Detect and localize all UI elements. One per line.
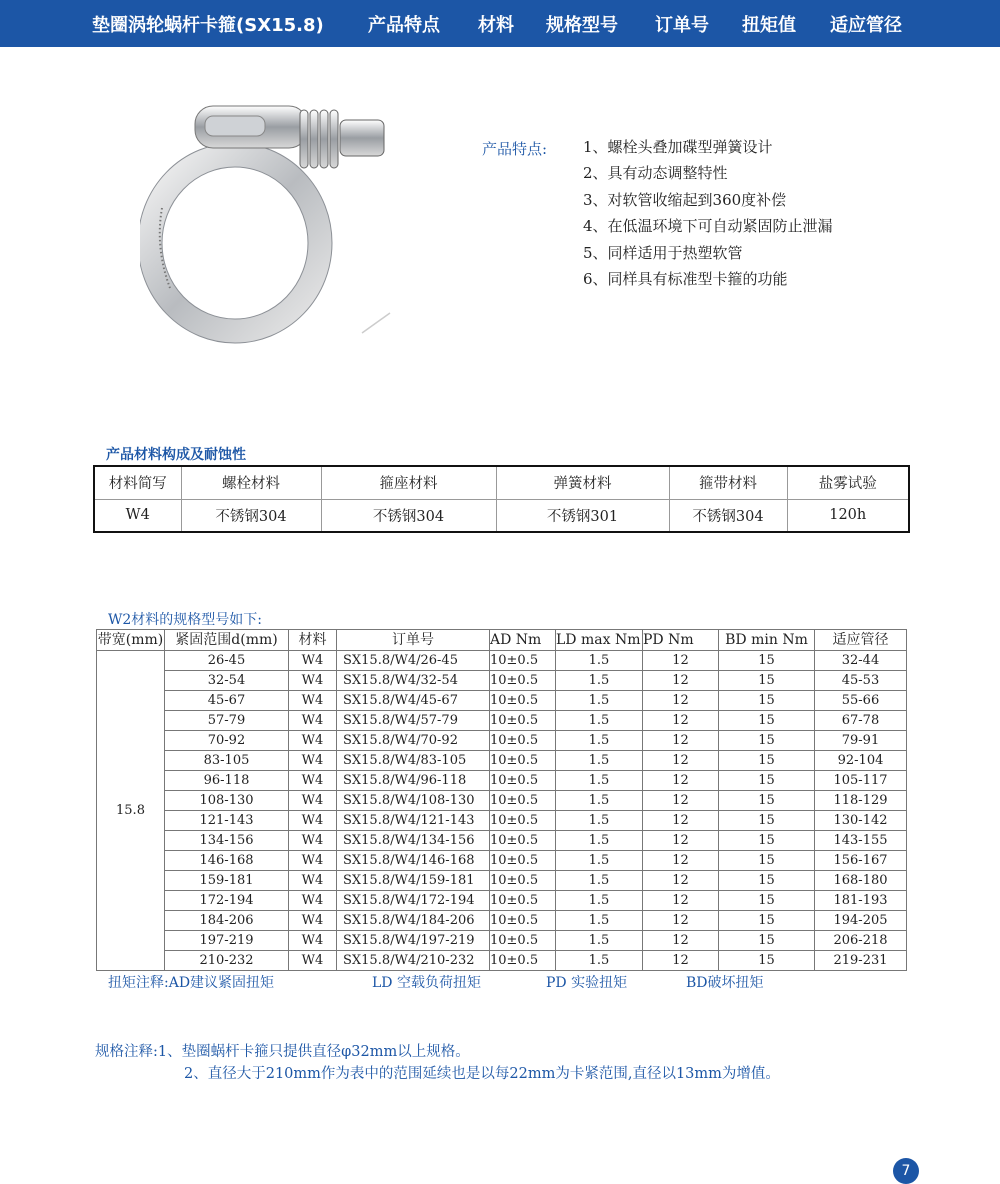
spec-header-cell: BD min Nm [719, 630, 815, 651]
spec-header-cell: 带宽(mm) [97, 630, 165, 651]
spec-cell: 156-167 [815, 851, 907, 871]
torque-note-pd: PD 实验扭矩 [546, 975, 628, 991]
spec-cell: SX15.8/W4/32-54 [337, 671, 490, 691]
spec-cell: 92-104 [815, 751, 907, 771]
spec-cell: 219-231 [815, 951, 907, 971]
spec-cell: 83-105 [165, 751, 289, 771]
spec-header-cell: 订单号 [337, 630, 490, 651]
spec-cell: 15 [719, 891, 815, 911]
spec-cell: 1.5 [556, 671, 643, 691]
materials-header-row [94, 466, 909, 499]
spec-cell: 32-54 [165, 671, 289, 691]
materials-header-cell: 材料简写 [94, 466, 181, 499]
spec-cell: SX15.8/W4/108-130 [337, 791, 490, 811]
spec-cell: 67-78 [815, 711, 907, 731]
spec-cell: W4 [289, 691, 337, 711]
spec-cell: 1.5 [556, 771, 643, 791]
spec-row [97, 751, 907, 771]
spec-header-row [97, 630, 907, 651]
spec-cell: 1.5 [556, 651, 643, 671]
spec-cell: 12 [643, 651, 719, 671]
spec-cell: 12 [643, 831, 719, 851]
spec-cell: 12 [643, 671, 719, 691]
hose-clamp-image [140, 98, 400, 348]
spec-cell: 146-168 [165, 851, 289, 871]
spec-cell: 12 [643, 791, 719, 811]
spec-cell: 15 [719, 671, 815, 691]
spec-cell: 70-92 [165, 731, 289, 751]
spec-cell: W4 [289, 771, 337, 791]
spec-cell: SX15.8/W4/57-79 [337, 711, 490, 731]
spec-cell: 1.5 [556, 911, 643, 931]
spec-row [97, 891, 907, 911]
spec-cell: 12 [643, 851, 719, 871]
spec-cell: SX15.8/W4/83-105 [337, 751, 490, 771]
materials-header-cell: 盐雾试验 [787, 466, 909, 499]
header-features[interactable]: 产品特点 [368, 15, 440, 36]
spec-cell: 26-45 [165, 651, 289, 671]
torque-note-ad: 扭矩注释:AD建议紧固扭矩 [108, 975, 275, 991]
header-bar [0, 0, 1000, 47]
spec-cell: 45-53 [815, 671, 907, 691]
spec-cell: 168-180 [815, 871, 907, 891]
spec-row [97, 711, 907, 731]
spec-cell: SX15.8/W4/159-181 [337, 871, 490, 891]
header-order-number[interactable]: 订单号 [655, 15, 709, 36]
spec-cell: W4 [289, 951, 337, 971]
band-width-cell: 15.8 [97, 651, 165, 971]
spec-title: W2材料的规格型号如下: [108, 612, 263, 628]
materials-cell: 不锈钢304 [181, 499, 321, 532]
spec-cell: 15 [719, 771, 815, 791]
spec-cell: 1.5 [556, 691, 643, 711]
header-torque[interactable]: 扭矩值 [742, 15, 796, 36]
features-list [583, 136, 833, 294]
spec-cell: W4 [289, 651, 337, 671]
spec-row [97, 771, 907, 791]
spec-header-cell: 适应管径 [815, 630, 907, 651]
spec-cell: W4 [289, 851, 337, 871]
spec-cell: 159-181 [165, 871, 289, 891]
spec-cell: 12 [643, 911, 719, 931]
spec-cell: SX15.8/W4/134-156 [337, 831, 490, 851]
spec-cell: W4 [289, 811, 337, 831]
spec-cell: W4 [289, 711, 337, 731]
spec-cell: W4 [289, 891, 337, 911]
spec-cell: 10±0.5 [490, 871, 556, 891]
spec-cell: 15 [719, 651, 815, 671]
spec-cell: W4 [289, 751, 337, 771]
spec-cell: 1.5 [556, 871, 643, 891]
spec-header-cell: 紧固范围d(mm) [165, 630, 289, 651]
spec-cell: 10±0.5 [490, 691, 556, 711]
spec-cell: 1.5 [556, 951, 643, 971]
spec-cell: SX15.8/W4/121-143 [337, 811, 490, 831]
spec-cell: 105-117 [815, 771, 907, 791]
spec-cell: 15 [719, 811, 815, 831]
torque-note-bd: BD破坏扭矩 [686, 975, 764, 991]
materials-header-cell: 螺栓材料 [181, 466, 321, 499]
feature-item: 4、在低温环境下可自动紧固防止泄漏 [583, 217, 833, 236]
spec-cell: 12 [643, 891, 719, 911]
spec-cell: 10±0.5 [490, 671, 556, 691]
spec-cell: 1.5 [556, 891, 643, 911]
spec-cell: SX15.8/W4/184-206 [337, 911, 490, 931]
spec-cell: SX15.8/W4/45-67 [337, 691, 490, 711]
spec-cell: 15 [719, 711, 815, 731]
spec-cell: 12 [643, 811, 719, 831]
spec-cell: 15 [719, 831, 815, 851]
spec-cell: 15 [719, 791, 815, 811]
spec-cell: W4 [289, 871, 337, 891]
header-spec-model[interactable]: 规格型号 [546, 15, 618, 36]
spec-cell: 55-66 [815, 691, 907, 711]
spec-cell: 197-219 [165, 931, 289, 951]
spec-cell: 1.5 [556, 931, 643, 951]
spec-cell: 10±0.5 [490, 931, 556, 951]
feature-item: 2、具有动态调整特性 [583, 164, 728, 183]
spec-cell: 10±0.5 [490, 851, 556, 871]
spec-cell: W4 [289, 911, 337, 931]
spec-row [97, 831, 907, 851]
spec-row [97, 871, 907, 891]
spec-cell: 206-218 [815, 931, 907, 951]
materials-header-cell: 箍带材料 [669, 466, 787, 499]
spec-cell: 12 [643, 931, 719, 951]
materials-cell: 不锈钢304 [321, 499, 496, 532]
spec-row [97, 651, 907, 671]
materials-cell: 120h [787, 499, 909, 532]
spec-cell: SX15.8/W4/197-219 [337, 931, 490, 951]
spec-cell: 10±0.5 [490, 911, 556, 931]
spec-row [97, 931, 907, 951]
spec-cell: SX15.8/W4/172-194 [337, 891, 490, 911]
header-material[interactable]: 材料 [478, 15, 514, 36]
spec-cell: 172-194 [165, 891, 289, 911]
features-label: 产品特点: [482, 140, 548, 158]
spec-row [97, 671, 907, 691]
feature-item: 6、同样具有标准型卡箍的功能 [583, 269, 788, 288]
spec-cell: 1.5 [556, 711, 643, 731]
spec-header-cell: LD max Nm [556, 630, 643, 651]
spec-cell: 181-193 [815, 891, 907, 911]
spec-cell: 1.5 [556, 831, 643, 851]
spec-cell: 10±0.5 [490, 891, 556, 911]
feature-item: 1、螺栓头叠加碟型弹簧设计 [583, 138, 773, 156]
spec-cell: 32-44 [815, 651, 907, 671]
spec-row [97, 691, 907, 711]
spec-cell: 15 [719, 911, 815, 931]
materials-table [93, 465, 910, 533]
materials-header-cell: 弹簧材料 [496, 466, 669, 499]
feature-item: 3、对软管收缩起到360度补偿 [583, 190, 787, 209]
spec-cell: 12 [643, 691, 719, 711]
spec-cell: 10±0.5 [490, 811, 556, 831]
feature-item: 5、同样适用于热塑软管 [583, 243, 743, 262]
spec-row [97, 911, 907, 931]
page-number: 7 [893, 1158, 919, 1184]
header-hose-diameter[interactable]: 适应管径 [830, 15, 902, 36]
spec-cell: 12 [643, 751, 719, 771]
spec-cell: 1.5 [556, 851, 643, 871]
spec-cell: 10±0.5 [490, 711, 556, 731]
spec-cell: SX15.8/W4/70-92 [337, 731, 490, 751]
spec-cell: 10±0.5 [490, 731, 556, 751]
spec-cell: 121-143 [165, 811, 289, 831]
spec-cell: W4 [289, 671, 337, 691]
materials-cell: 不锈钢304 [669, 499, 787, 532]
spec-cell: SX15.8/W4/210-232 [337, 951, 490, 971]
spec-cell: 108-130 [165, 791, 289, 811]
spec-cell: 12 [643, 871, 719, 891]
spec-cell: 15 [719, 731, 815, 751]
spec-cell: 12 [643, 731, 719, 751]
spec-row [97, 811, 907, 831]
spec-table [96, 629, 907, 971]
spec-cell: SX15.8/W4/146-168 [337, 851, 490, 871]
spec-cell: W4 [289, 731, 337, 751]
spec-cell: 15 [719, 851, 815, 871]
spec-cell: 12 [643, 951, 719, 971]
spec-cell: W4 [289, 931, 337, 951]
spec-cell: 15 [719, 951, 815, 971]
spec-cell: 10±0.5 [490, 771, 556, 791]
spec-cell: 12 [643, 711, 719, 731]
spec-row [97, 951, 907, 971]
spec-cell: 1.5 [556, 791, 643, 811]
spec-cell: 10±0.5 [490, 751, 556, 771]
materials-cell: W4 [94, 499, 181, 532]
spec-row [97, 791, 907, 811]
spec-cell: 10±0.5 [490, 651, 556, 671]
spec-header-cell: AD Nm [490, 630, 556, 651]
spec-cell: 10±0.5 [490, 791, 556, 811]
spec-row [97, 851, 907, 871]
header-product-title[interactable]: 垫圈涡轮蜗杆卡箍(SX15.8) [92, 15, 324, 36]
spec-note-2: 2、直径大于210mm作为表中的范围延续也是以每22mm为卡紧范围,直径以13mm为增值。 [184, 1066, 780, 1082]
spec-cell: 1.5 [556, 751, 643, 771]
spec-cell: SX15.8/W4/96-118 [337, 771, 490, 791]
materials-header-cell: 箍座材料 [321, 466, 496, 499]
spec-cell: SX15.8/W4/26-45 [337, 651, 490, 671]
spec-cell: 79-91 [815, 731, 907, 751]
materials-title: 产品材料构成及耐蚀性 [106, 447, 246, 463]
spec-cell: 143-155 [815, 831, 907, 851]
spec-cell: 10±0.5 [490, 831, 556, 851]
spec-cell: 57-79 [165, 711, 289, 731]
spec-header-cell: 材料 [289, 630, 337, 651]
spec-row [97, 731, 907, 751]
spec-header-cell: PD Nm [643, 630, 719, 651]
spec-cell: 134-156 [165, 831, 289, 851]
spec-cell: 10±0.5 [490, 951, 556, 971]
spec-cell: 194-205 [815, 911, 907, 931]
spec-note-1: 规格注释:1、垫圈蜗杆卡箍只提供直径φ32mm以上规格。 [95, 1044, 470, 1060]
spec-cell: 130-142 [815, 811, 907, 831]
spec-cell: 12 [643, 771, 719, 791]
spec-cell: 1.5 [556, 731, 643, 751]
spec-cell: 45-67 [165, 691, 289, 711]
torque-note-ld: LD 空载负荷扭矩 [372, 975, 481, 991]
spec-cell: 15 [719, 931, 815, 951]
spec-cell: 210-232 [165, 951, 289, 971]
spec-cell: W4 [289, 791, 337, 811]
materials-data-row [94, 499, 909, 532]
spec-cell: 15 [719, 751, 815, 771]
spec-cell: 15 [719, 691, 815, 711]
spec-cell: 1.5 [556, 811, 643, 831]
spec-cell: W4 [289, 831, 337, 851]
spec-cell: 118-129 [815, 791, 907, 811]
spec-cell: 15 [719, 871, 815, 891]
materials-cell: 不锈钢301 [496, 499, 669, 532]
spec-cell: 184-206 [165, 911, 289, 931]
spec-cell: 96-118 [165, 771, 289, 791]
